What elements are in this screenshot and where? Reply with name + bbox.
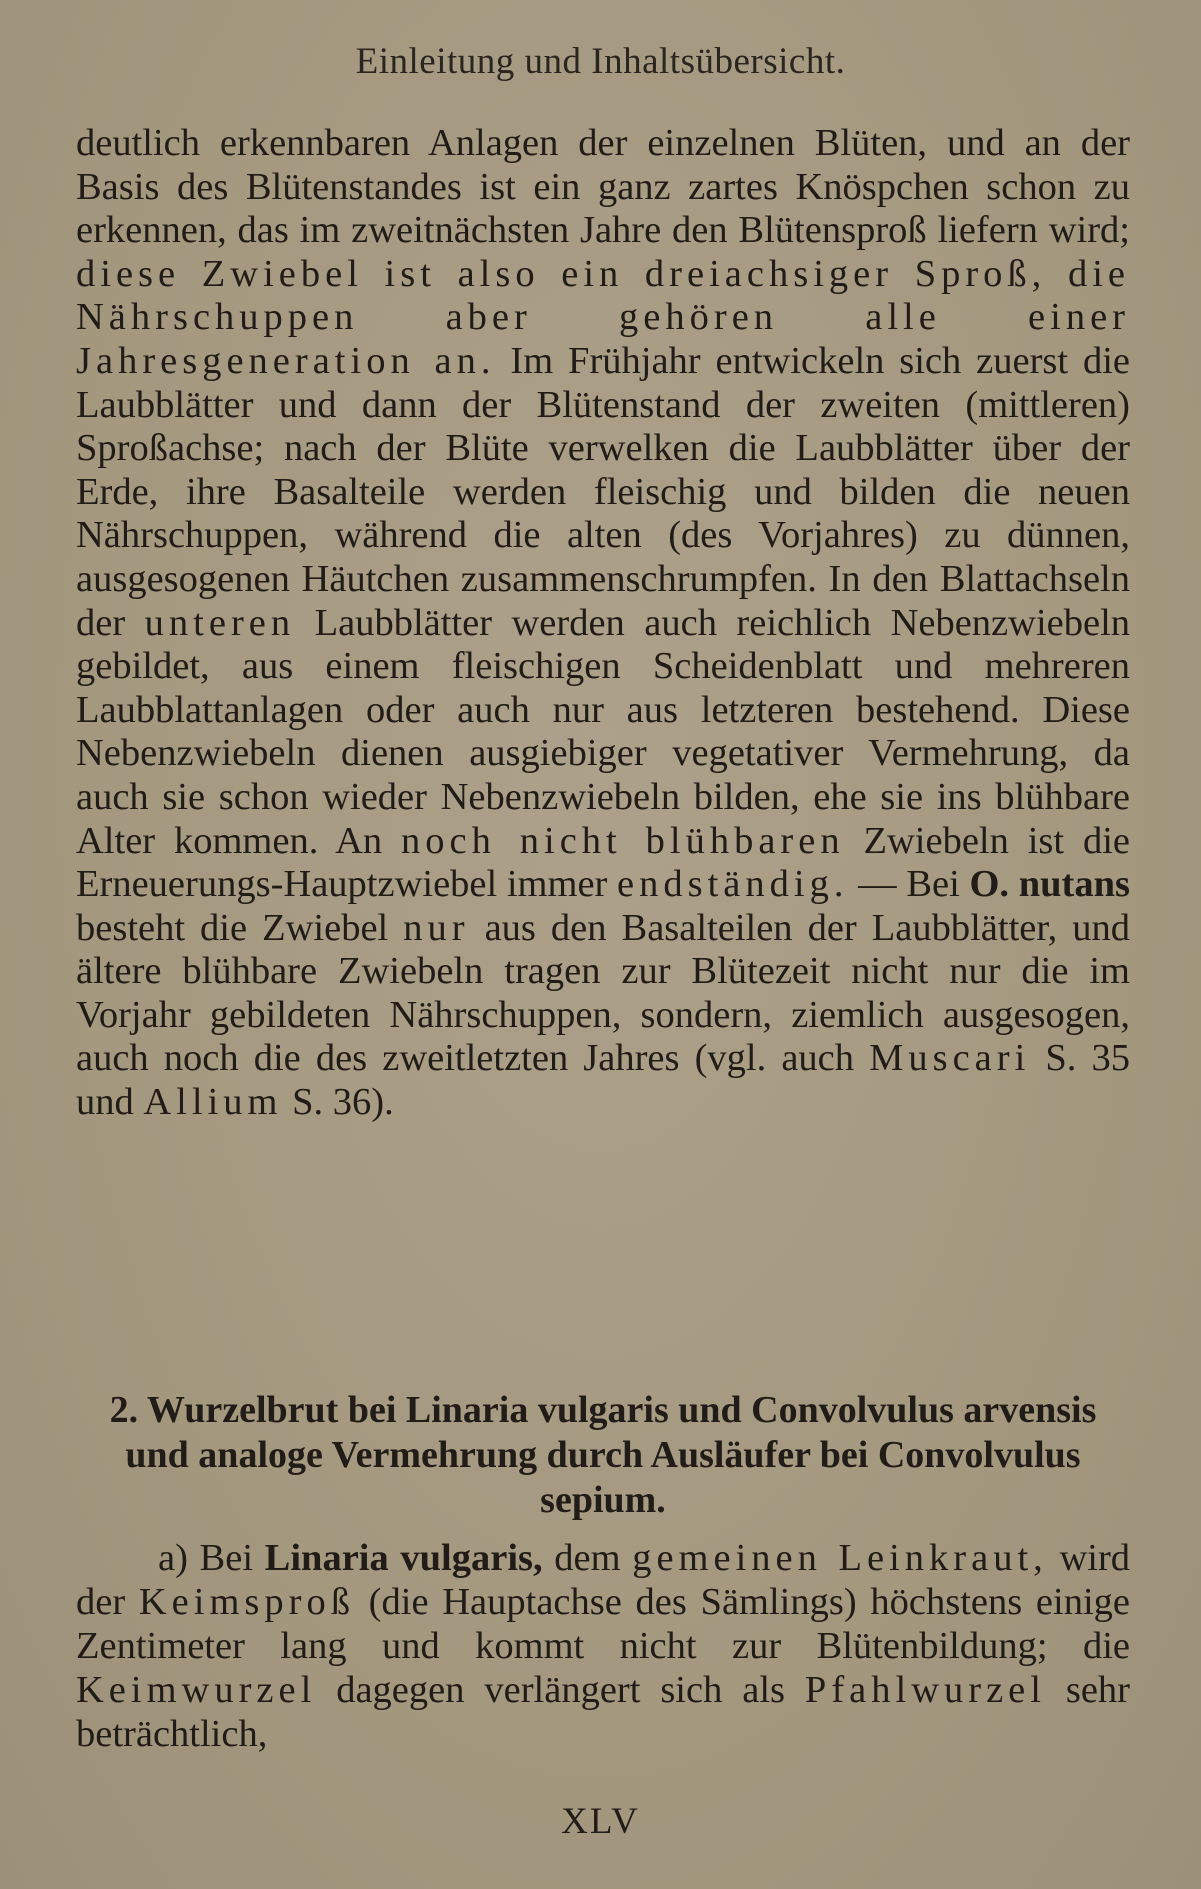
- spaced-text-run: unteren: [144, 601, 296, 644]
- spaced-text-run: Muscari: [869, 1037, 1031, 1080]
- spaced-text-run: Allium: [143, 1081, 283, 1124]
- spaced-text-run: endständig.: [617, 863, 849, 906]
- text-run: S. 36).: [292, 1081, 394, 1124]
- spaced-text-run: Keimwurzel: [76, 1669, 317, 1711]
- bold-species-name: O. nutans: [969, 863, 1130, 906]
- section-paragraph: [76, 1536, 1130, 1756]
- bold-species-name: Linaria vulgaris,: [264, 1537, 543, 1579]
- paragraph-text: [76, 122, 1130, 1125]
- spaced-text-run: Keimsproß: [138, 1581, 355, 1623]
- text-run: Zwiebeln ist die Erneuerungs-Hauptzwiebel immer: [76, 819, 1131, 906]
- text-run: — Bei: [858, 863, 960, 906]
- page-number: XLV: [561, 1801, 640, 1842]
- text-run: dem: [554, 1537, 621, 1579]
- spaced-text-run: noch nicht blühbaren: [401, 819, 845, 862]
- text-run: deutlich erkennbaren Anlagen der einzelnen Blüten, und an der Basis des Blütenstandes ist ein ganz zartes Knöspchen schon zu erkennen, das im zweitnächsten Jahre den Blütensproß liefern wird;: [76, 122, 1130, 252]
- text-run: Im Frühjahr entwickeln sich zuerst die Laubblätter und dann der Blütenstand der zweiten (mittleren) Sproßachse; nach der Blüte verwelken die Laubblätter über der Erde, ihre Basalteile werden fleischig und bilden die neuen Nährschuppen, während die alten (des Vorjahres) zu dünnen, ausgesogenen Häutchen zusammenschrumpfen. In den Blattachseln der: [76, 339, 1131, 644]
- spaced-text-run: diese Zwiebel ist also ein dreiachsiger Sproß, die Nährschuppen aber gehören alle einer Jahresgeneration an.: [76, 252, 1130, 382]
- body-paragraph: [76, 122, 1130, 1125]
- text-run: Laubblätter werden auch reichlich Nebenzwiebeln gebildet, aus einem fleischigen Scheidenblatt und mehreren Laubblattanlagen oder auch nur aus letzteren bestehend. Diese Nebenzwiebeln dienen ausgiebiger vegetativer Vermehrung, da auch sie schon wieder Nebenzwiebeln bilden, ehe sie ins blühbare Alter kommen. An: [76, 601, 1131, 862]
- text-run: S. 35 und: [76, 1037, 1131, 1124]
- running-head: Einleitung und Inhaltsübersicht.: [355, 41, 846, 82]
- text-run: wird der: [76, 1537, 1131, 1623]
- section-heading: 2. Wurzelbrut bei Linaria vulgaris und Convolvulus arvensis und analoge Vermehrung durch Ausläufer bei Convolvulus sepium.: [109, 1389, 1097, 1521]
- text-run: besteht die Zwiebel: [76, 906, 389, 949]
- spaced-text-run: nur: [403, 906, 470, 949]
- text-run: a) Bei: [158, 1537, 254, 1579]
- text-run: sehr beträchtlich,: [76, 1669, 1130, 1755]
- text-run: (die Hauptachse des Sämlings) höchstens einige Zentimeter lang und kommt nicht zur Blütenbildung; die: [76, 1581, 1130, 1667]
- spaced-text-run: gemeinen Leinkraut,: [632, 1537, 1048, 1579]
- text-run: dagegen verlängert sich als: [336, 1669, 786, 1711]
- text-run: aus den Basalteilen der Laubblätter, und ältere blühbare Zwiebeln tragen zur Blütezeit nicht nur die im Vorjahr gebildeten Nährschuppen, sondern, ziemlich ausgesogen, auch noch die des zweitletzten Jahres (vgl. auch: [76, 906, 1131, 1080]
- paragraph-text: [76, 1536, 1130, 1756]
- spaced-text-run: Pfahlwurzel: [804, 1669, 1046, 1711]
